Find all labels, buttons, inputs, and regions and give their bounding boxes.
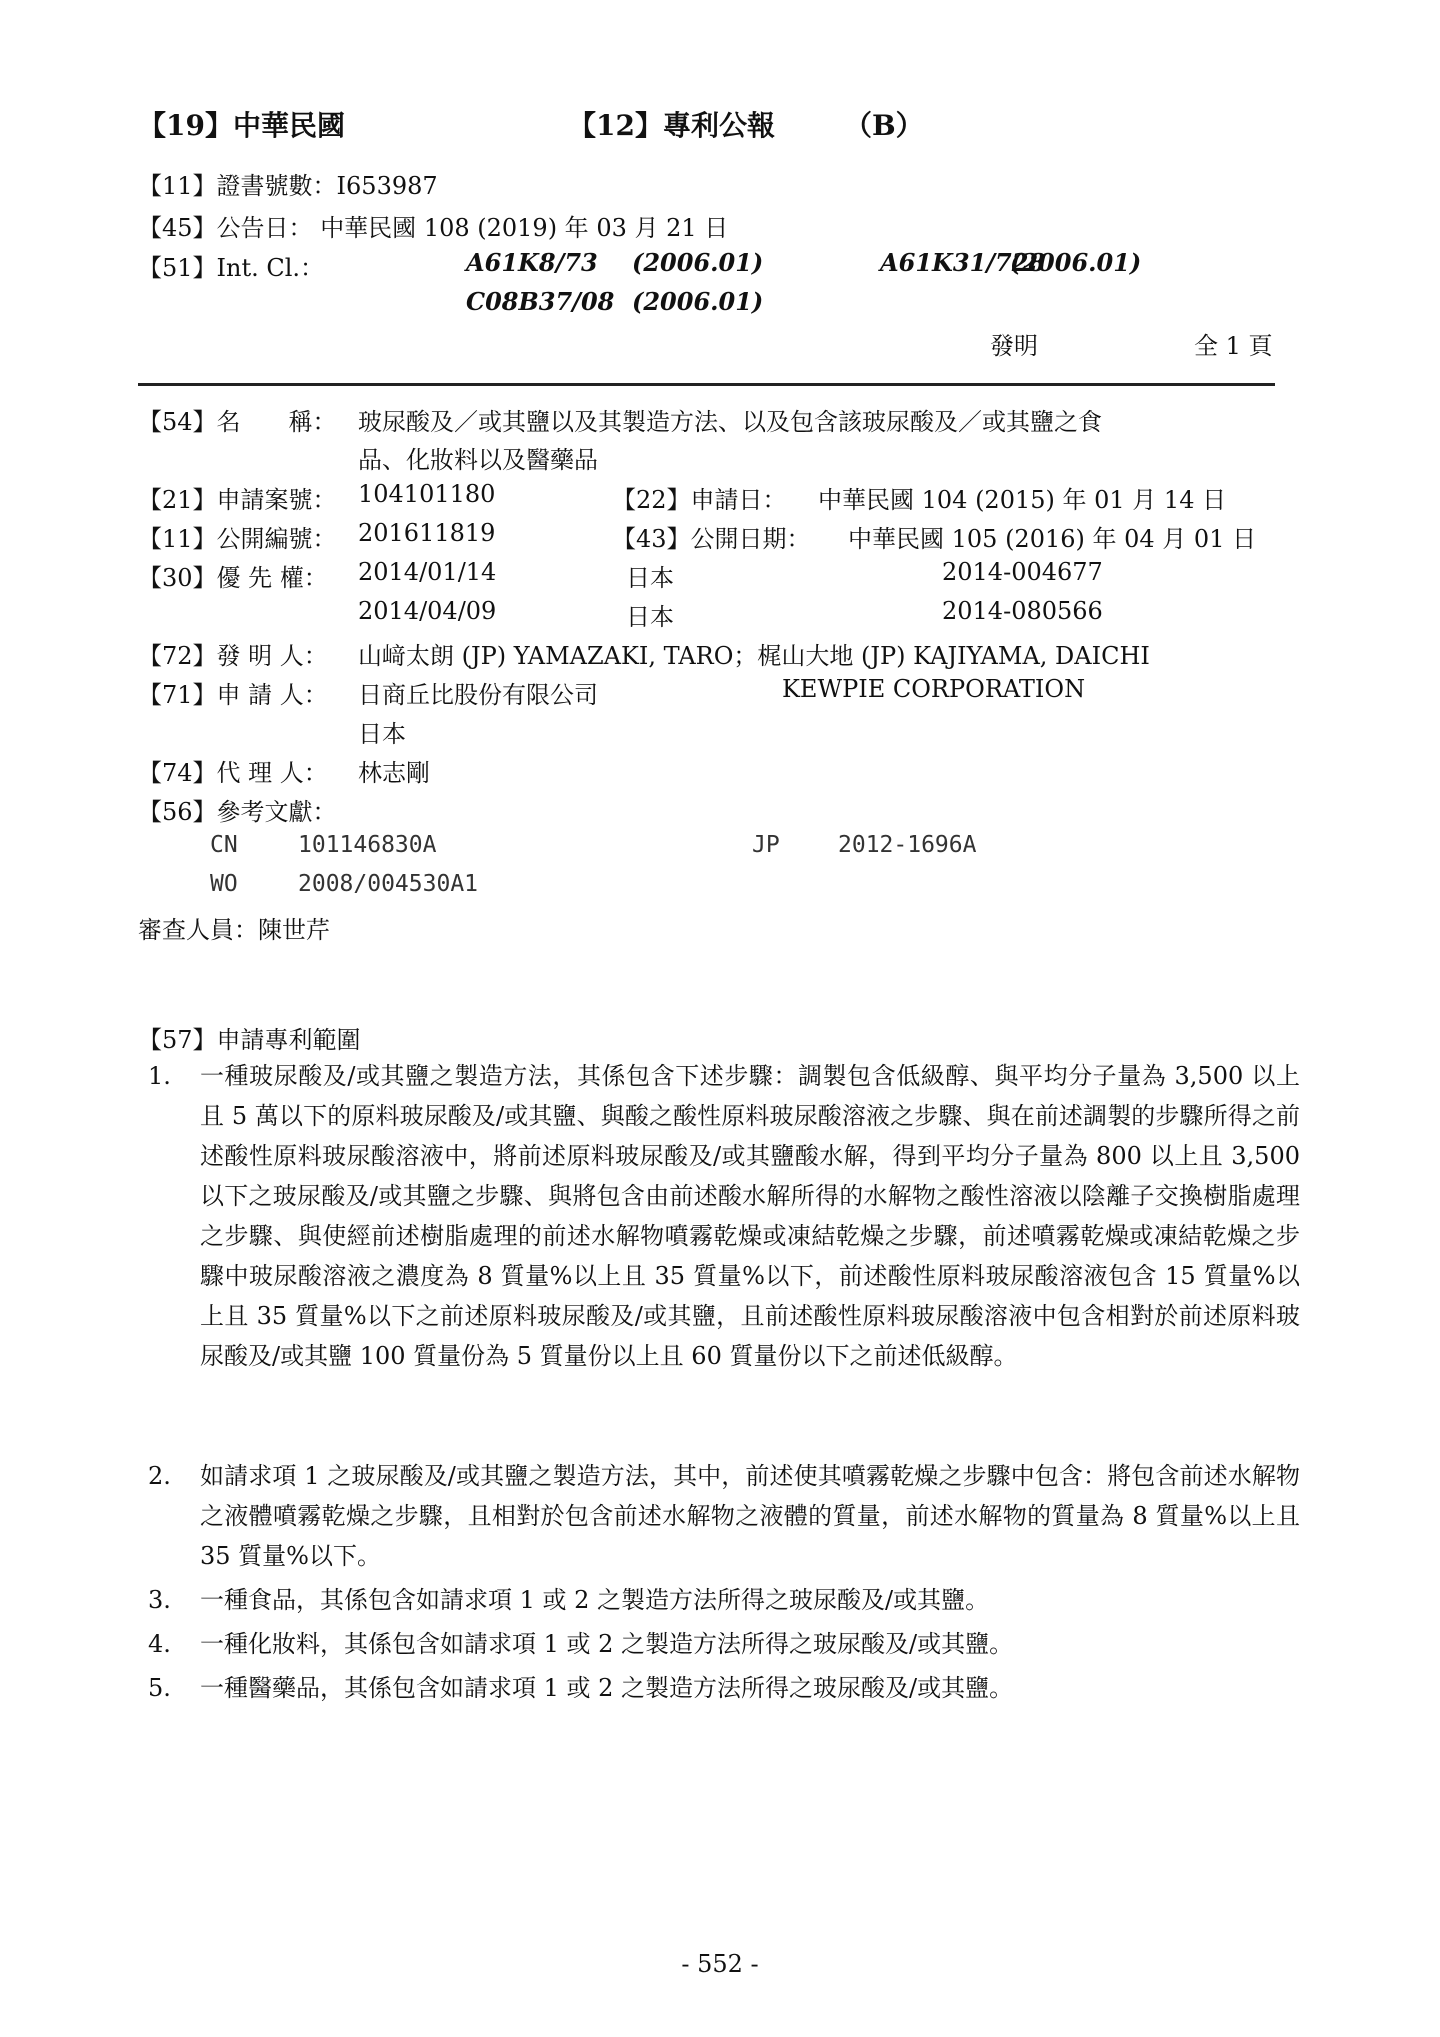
priority-country-2: 日本 [626,603,674,631]
priority-date-2: 2014/04/09 [358,597,497,625]
app-date-label: 【22】申請日： [612,486,787,514]
intcl-code-3: C08B37/08 [466,287,615,316]
intcl-code-2: A61K31/728 [880,248,1046,277]
agent: 林志剛 [358,759,430,787]
claim-number-2: 2. [148,1462,171,1490]
header-divider [138,383,1275,386]
patent-category: 發明 [990,332,1038,360]
page-count: 全 1 頁 [1194,332,1273,360]
country-name: 中華民國 [232,109,345,142]
claim-text-3: 一種食品，其係包含如請求項 1 或 2 之製造方法所得之玻尿酸及/或其鹽。 [200,1586,990,1614]
title-line-1: 玻尿酸及／或其鹽以及其製造方法、以及包含該玻尿酸及／或其鹽之食 [358,408,1102,436]
intcl-version-1: (2006.01) [632,248,764,277]
inventor-label: 【72】發 明 人： [138,642,328,670]
ref-country-2: JP [752,832,780,858]
pub-no-label: 【11】公開編號： [138,525,337,553]
inventor: 山﨑太朗 (JP) YAMAZAKI, TARO；梶山大地 (JP) KAJIYAMA, DAICHI [358,642,1150,670]
applicant-zh: 日商丘比股份有限公司 [358,681,598,709]
claim-number-3: 3. [148,1586,171,1614]
cert-number: I653987 [336,172,438,200]
intcl-version-2: (2006.01) [1010,248,1142,277]
applicant-country: 日本 [358,720,406,748]
applicant-label: 【71】申 請 人： [138,681,328,709]
claim-text-2: 如請求項 1 之玻尿酸及/或其鹽之製造方法，其中，前述使其噴霧乾燥之步驟中包含：將包含前述水解物之液體噴霧乾燥之步驟，且相對於包含前述水解物之液體的質量，前述水解物的質量為 8 質量%以上且 35 質量%以下。 [200,1462,1300,1570]
pub-date2: 中華民國 105 (2016) 年 04 月 01 日 [848,525,1257,553]
priority-country-1: 日本 [626,564,674,592]
refs-label: 【56】參考文獻： [138,798,337,826]
cert-label: 【11】證書號數： [138,172,337,200]
pub-date-label: 【45】公告日： [138,214,313,242]
ref-no-1: 101146830A [298,832,437,858]
app-no: 104101180 [358,480,496,508]
agent-label: 【74】代 理 人： [138,759,328,787]
claim-text-4: 一種化妝料，其係包含如請求項 1 或 2 之製造方法所得之玻尿酸及/或其鹽。 [200,1630,1014,1658]
ref-country-1: CN [210,832,238,858]
pub-date-row [138,208,728,243]
examiner-label: 審查人員： [138,916,258,944]
claim-number-5: 5. [148,1674,171,1702]
doc-type: 專利公報 [662,109,775,142]
intcl-version-3: (2006.01) [632,287,764,316]
country-tag: 【19】 [138,109,233,142]
country-heading [138,104,345,144]
app-no-label: 【21】申請案號： [138,486,337,514]
cert-number-row [138,166,438,201]
priority-no-2: 2014-080566 [942,597,1103,625]
ref-country-3: WO [210,871,238,897]
doc-type-heading [568,104,775,144]
ref-no-2: 2012-1696A [838,832,977,858]
claim-text-1: 一種玻尿酸及/或其鹽之製造方法，其係包含下述步驟：調製包含低級醇、與平均分子量為 3,500 以上且 5 萬以下的原料玻尿酸及/或其鹽、與酸之酸性原料玻尿酸溶液之步驟、與在前述調製的步驟所得之前述酸性原料玻尿酸溶液中，將前述原料玻尿酸及/或其鹽酸水解，得到平均分子量為 800 以上且 3,500 以下之玻尿酸及/或其鹽之步驟、與將包含由前述酸水解所得的水解物之酸性溶液以陰離子交換樹脂處理之步驟、與使經前述樹脂處理的前述水解物噴霧乾燥或凍結乾燥之步驟，前述噴霧乾燥或凍結乾燥之步驟中玻尿酸溶液之濃度為 8 質量%以上且 35 質量%以下，前述酸性原料玻尿酸溶液包含 15 質量%以上且 35 質量%以下之前述原料玻尿酸及/或其鹽，且前述酸性原料玻尿酸溶液中包含相對於前述原料玻尿酸及/或其鹽 100 質量份為 5 質量份以上且 60 質量份以下之前述低級醇。 [200,1062,1300,1370]
claim-text-5: 一種醫藥品，其係包含如請求項 1 或 2 之製造方法所得之玻尿酸及/或其鹽。 [200,1674,1014,1702]
doc-type-tag: 【12】 [568,109,663,142]
priority-date-1: 2014/01/14 [358,558,497,586]
intcl-label: 【51】Int. Cl.： [138,254,325,282]
pub-date: 中華民國 108 (2019) 年 03 月 21 日 [320,214,729,242]
title-line-2: 品、化妝料以及醫藥品 [358,446,598,474]
intcl-code-1: A61K8/73 [466,248,598,277]
page-number: - 552 - [681,1950,759,1978]
examiner: 陳世芹 [258,916,330,944]
claims-heading: 【57】申請專利範圍 [138,1026,361,1054]
priority-no-1: 2014-004677 [942,558,1103,586]
examiner-row [138,910,330,945]
applicant-en: KEWPIE CORPORATION [782,675,1086,703]
ref-no-3: 2008/004530A1 [298,871,479,897]
claim-number-1: 1. [148,1062,171,1090]
kind-code: （B） [844,109,924,142]
title-label: 【54】名 稱： [138,408,337,436]
app-date: 中華民國 104 (2015) 年 01 月 14 日 [818,486,1227,514]
priority-label: 【30】優 先 權： [138,564,328,592]
pub-date2-label: 【43】公開日期： [612,525,811,553]
claim-number-4: 4. [148,1630,171,1658]
pub-no: 201611819 [358,519,496,547]
